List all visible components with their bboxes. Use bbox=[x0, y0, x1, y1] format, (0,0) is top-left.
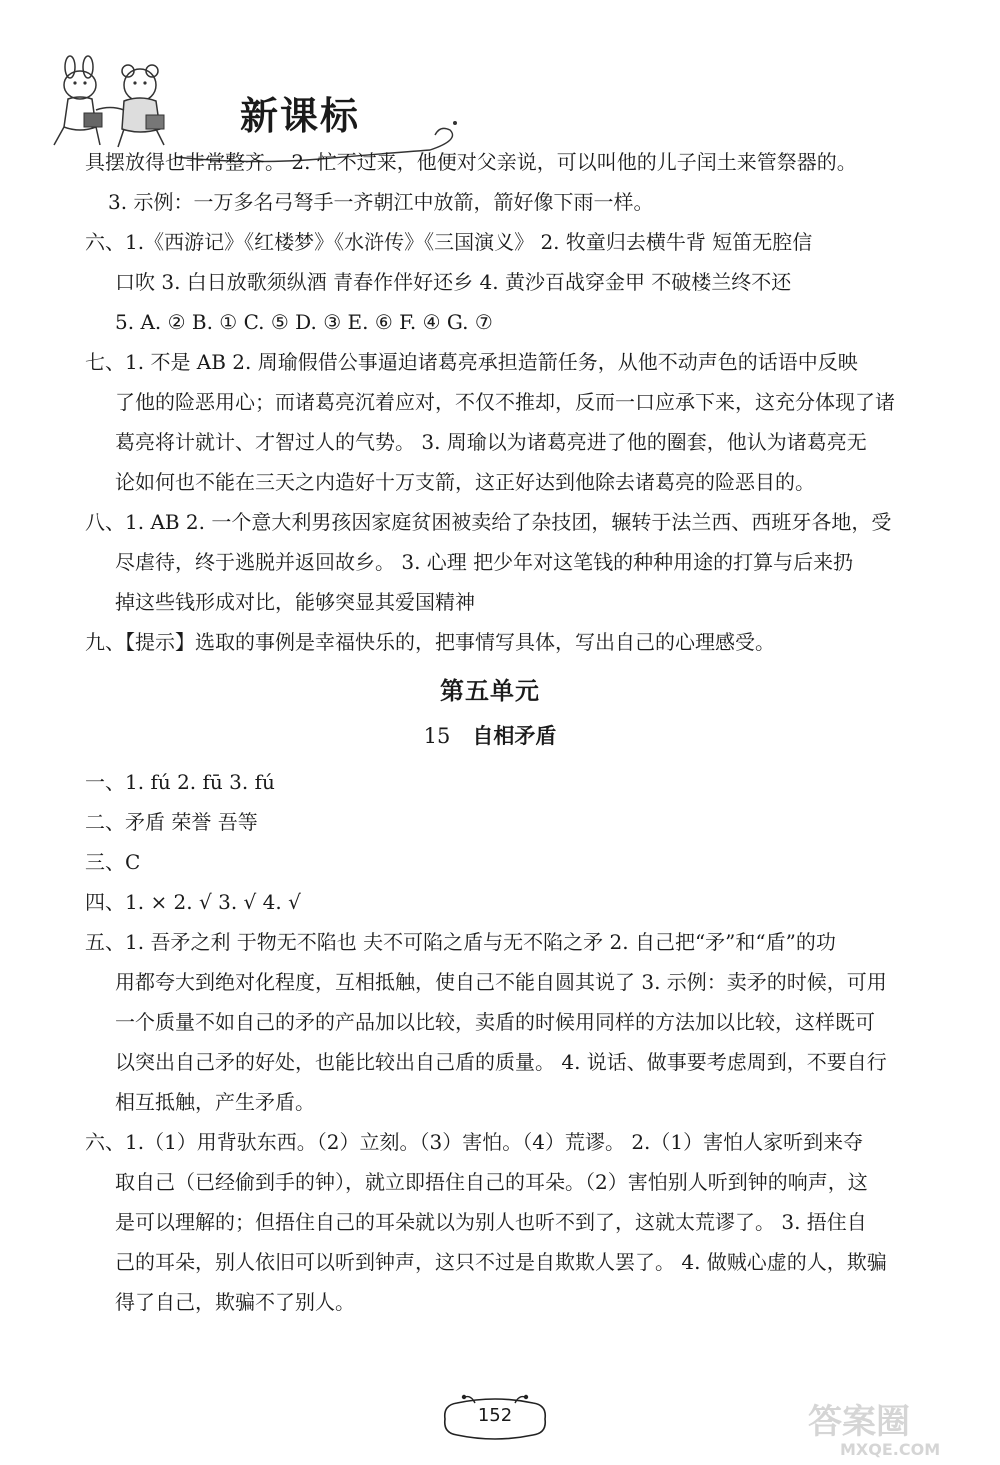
text-line: 葛亮将计就计、才智过人的气势。 3. 周瑜以为诸葛亮进了他的圈套，他认为诸葛亮无 bbox=[115, 430, 867, 454]
watermark-text: 答案圈 bbox=[808, 1402, 910, 1442]
text-line: 三、C bbox=[85, 850, 141, 874]
text-line: 五、1. 吾矛之利 于物无不陷也 夫不可陷之盾与无不陷之矛 2. 自己把“矛”和“盾”的功 bbox=[85, 930, 836, 954]
text-line: 用都夸大到绝对化程度，互相抵触，使自己不能自圆其说了 3. 示例：卖矛的时候，可用 bbox=[115, 970, 887, 994]
text-line: 相互抵触，产生矛盾。 bbox=[115, 1090, 315, 1114]
text-line: 以突出自己矛的好处，也能比较出自己盾的质量。 4. 说话、做事要考虑周到，不要自行 bbox=[115, 1050, 887, 1074]
text-line: 3. 示例：一万多名弓弩手一齐朝江中放箭，箭好像下雨一样。 bbox=[108, 190, 654, 214]
text-line: 六、1.《西游记》《红楼梦》《水浒传》《三国演义》 2. 牧童归去横牛背 短笛无腔信 bbox=[85, 230, 813, 254]
text-line: 己的耳朵，别人依旧可以听到钟声，这只不过是自欺欺人罢了。 4. 做贼心虚的人，欺骗 bbox=[115, 1250, 887, 1274]
watermark-logo bbox=[800, 1395, 990, 1460]
text-line: 七、1. 不是 AB 2. 周瑜假借公事逼迫诸葛亮承担造箭任务，从他不动声色的话语中反映 bbox=[85, 350, 858, 374]
header-title: 新课标 bbox=[240, 94, 361, 138]
page-number-badge bbox=[435, 1393, 555, 1445]
text-line: 掉这些钱形成对比，能够突显其爱国精神 bbox=[115, 590, 475, 614]
text-line: 四、1. × 2. √ 3. √ 4. √ bbox=[85, 890, 301, 914]
page-number: 152 bbox=[477, 1405, 513, 1426]
text-line: 尽虐待，终于逃脱并返回故乡。 3. 心理 把少年对这笔钱的种种用途的打算与后来扔 bbox=[115, 550, 854, 574]
text-line: 论如何也不能在三天之内造好十万支箭，这正好达到他除去诸葛亮的险恶目的。 bbox=[115, 470, 815, 494]
text-line: 九、【提示】选取的事例是幸福快乐的，把事情写具体，写出自己的心理感受。 bbox=[85, 630, 775, 654]
text-line: 八、1. AB 2. 一个意大利男孩因家庭贫困被卖给了杂技团，辗转于法兰西、西班牙各地，受 bbox=[85, 510, 892, 534]
text-line: 取自己（已经偷到手的钟），就立即捂住自己的耳朵。（2）害怕别人听到钟的响声，这 bbox=[115, 1170, 868, 1194]
text-line: 具摆放得也非常整齐。 2. 忙不过来，他便对父亲说，可以叫他的儿子闰土来管祭器的。 bbox=[85, 150, 857, 174]
page-header bbox=[40, 55, 460, 155]
mascot-illustration bbox=[40, 55, 190, 150]
lesson-title bbox=[85, 716, 895, 756]
lesson-number: 15 bbox=[423, 724, 451, 748]
text-line: 一、1. fú 2. fū 3. fú bbox=[85, 770, 275, 794]
text-line: 口吹 3. 白日放歌须纵酒 青春作伴好还乡 4. 黄沙百战穿金甲 不破楼兰终不还 bbox=[115, 270, 792, 294]
lesson-name: 自相矛盾 bbox=[472, 724, 557, 748]
unit-title: 第五单元 bbox=[440, 677, 540, 705]
text-line: 得了自己，欺骗不了别人。 bbox=[115, 1290, 355, 1314]
text-line: 二、矛盾 荣誉 吾等 bbox=[85, 810, 258, 834]
text-line: 六、1.（1）用背驮东西。（2）立刻。（3）害怕。（4）荒谬。 2.（1）害怕人家听到来夺 bbox=[85, 1130, 864, 1154]
watermark-subtext: MXQE.COM bbox=[840, 1440, 941, 1459]
text-line: 5. A. ② B. ① C. ⑤ D. ③ E. ⑥ F. ④ G. ⑦ bbox=[115, 310, 493, 334]
text-line: 了他的险恶用心；而诸葛亮沉着应对，不仅不推却，反而一口应承下来，这充分体现了诸 bbox=[115, 390, 895, 414]
answer-content bbox=[85, 142, 895, 1322]
text-line: 一个质量不如自己的矛的产品加以比较，卖盾的时候用同样的方法加以比较，这样既可 bbox=[115, 1010, 875, 1034]
text-line: 是可以理解的；但捂住自己的耳朵就以为别人也听不到了，这就太荒谬了。 3. 捂住自 bbox=[115, 1210, 867, 1234]
